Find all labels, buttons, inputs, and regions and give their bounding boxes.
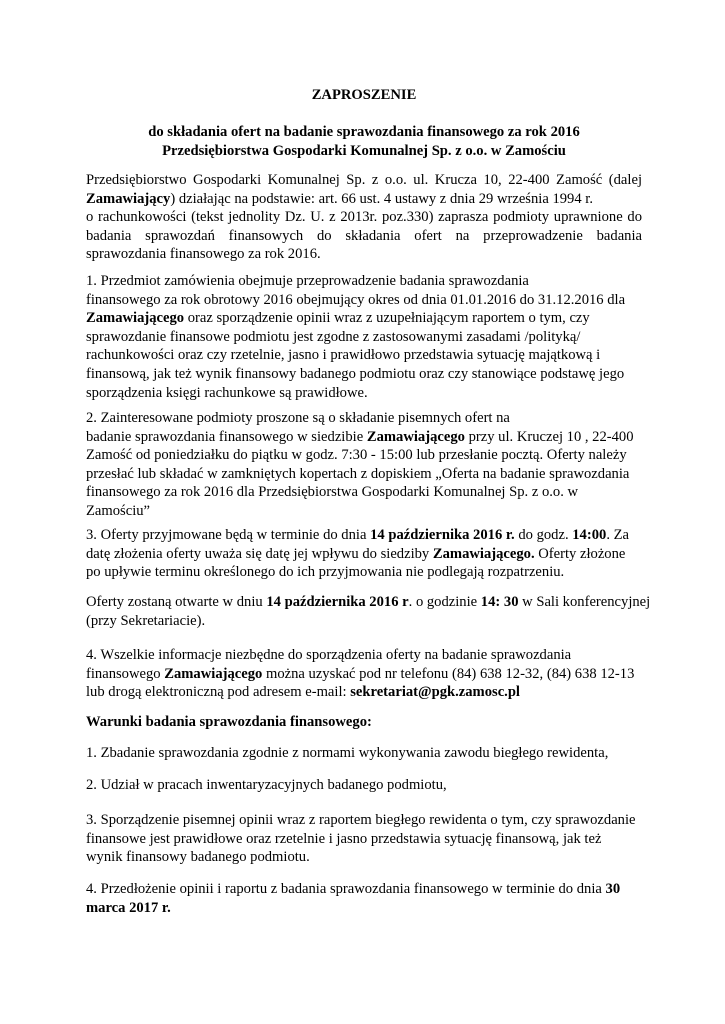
text-line: badanie sprawozdania finansowego w siedzibie Zamawiającego przy ul. Kruczej 10 , 22-400 [86,428,634,445]
text-line: przesłać lub składać w zamkniętych kopertach z dopiskiem „Oferta na badanie sprawozdania [86,465,630,482]
text-line: badania sprawozdań finansowych do składania ofert na przeprowadzenie badania [86,227,642,244]
subtitle-line: do składania ofert na badanie sprawozdania finansowego za rok 2016 [148,124,580,140]
bold-date: marca 2017 r. [86,899,171,916]
text-line: Oferty zostaną otwarte w dniu 14 października 2016 r. o godzinie 14: 30 w Sali konferencyjnej [86,594,651,610]
text-line: Zamawiającego oraz sporządzenie opinii wraz z uzupełniającym raportem o tym, czy [86,310,590,327]
text-line: po upływie terminu określonego do ich przyjmowania nie podlegają rozpatrzeniu. [86,564,565,581]
section-4-paragraph [86,646,642,702]
text-line: (przy Sekretariacie). [86,612,206,629]
text-line: Zamościu” [86,502,151,519]
text-line: finansowego za rok obrotowy 2016 obejmujący okres od dnia 01.01.2016 do 31.12.2016 dla [86,291,626,308]
text-line: sprawozdanie finansowe podmiotu jest zgodne z zastosowanymi zasadami /polityką/ [86,328,581,345]
bold-term: Zamawiającego [86,310,185,327]
bold-date: 30 [605,881,621,897]
bold-term: Zamawiającego [164,665,263,682]
text-line: 4. Przedłożenie opinii i raportu z badania sprawozdania finansowego w terminie do dnia 30 [86,881,621,897]
text-line: finansową, jak też wynik finansowy badanego podmiotu oraz czy stanowiące podstawę jego [86,365,625,382]
text-line: sporządzenia księgi rachunkowe są prawidłowe. [86,384,368,401]
text-line: 3. Sporządzenie pisemnej opinii wraz z raportem biegłego rewidenta o tym, czy sprawozdanie [86,812,636,828]
text-line: lub drogą elektroniczną pod adresem e-mail: sekretariat@pgk.zamosc.pl [86,684,520,701]
intro-paragraph [86,171,642,264]
text-line: 2. Zainteresowane podmioty proszone są o składanie pisemnych ofert na [86,410,510,426]
email-address: sekretariat@pgk.zamosc.pl [350,684,520,701]
title-text: ZAPROSZENIE [311,87,417,103]
section-3-paragraph [86,526,642,582]
text-line: sprawozdania finansowego za rok 2016. [86,246,321,263]
text-line: 4. Wszelkie informacje niezbędne do sporządzenia oferty na badanie sprawozdania [86,647,572,663]
condition-4 [86,880,642,917]
opening-paragraph [86,593,651,630]
text-line: rachunkowości oraz czy rzetelnie, jasno i prawidłowo przedstawia sytuację majątkową i [86,347,601,364]
text-line: finansowego Zamawiającego można uzyskać pod nr telefonu (84) 638 12-32, (84) 638 12-13 [86,665,635,682]
text-line: 1. Przedmiot zamówienia obejmuje przeprowadzenie badania sprawozdania [86,273,529,289]
section-1-paragraph [86,272,642,402]
conditions-heading [86,713,642,732]
bold-time: 14:00 [572,527,607,543]
bold-term: Zamawiający [86,190,171,207]
condition-3 [86,811,642,867]
text-line: wynik finansowy badanego podmiotu. [86,849,310,866]
bold-term: Zamawiającego. [432,545,535,562]
bold-date: 14 października 2016 r [266,594,409,610]
text-line: datę złożenia oferty uważa się datę jej wpływu do siedziby Zamawiającego. Oferty złożone [86,545,626,562]
document-subtitle [86,123,642,160]
text-line: 2. Udział w pracach inwentaryzacyjnych badanego podmiotu, [86,777,447,793]
text-line [86,899,642,918]
bold-time: 14: 30 [480,594,519,610]
document-title [86,86,642,105]
text-line: o rachunkowości (tekst jednolity Dz. U. z 2013r. poz.330) zaprasza podmioty uprawnione do [86,209,642,226]
bold-date: 14 października 2016 r. [370,527,515,543]
text-line: Zamość od poniedziałku do piątku w godz. 7:30 - 15:00 lub przesłanie pocztą. Oferty należy [86,447,627,464]
text-line: 3. Oferty przyjmowane będą w terminie do dnia 14 października 2016 r. do godz. 14:00. Za [86,527,630,543]
section-2-paragraph [86,409,642,521]
text-line: Zamawiający) działając na podstawie: art. 66 ust. 4 ustawy z dnia 29 września 1994 r. [86,190,594,207]
condition-2 [86,776,642,795]
subtitle-line: Przedsiębiorstwa Gospodarki Komunalnej Sp. z o.o. w Zamościu [162,142,566,159]
condition-1 [86,744,642,763]
bold-term: Zamawiającego [366,428,465,445]
heading-text: Warunki badania sprawozdania finansowego: [86,714,372,730]
text-line: Przedsiębiorstwo Gospodarki Komunalnej Sp. z o.o. ul. Krucza 10, 22-400 Zamość (dalej [86,172,642,188]
text-line: 1. Zbadanie sprawozdania zgodnie z normami wykonywania zawodu biegłego rewidenta, [86,745,609,761]
text-line: finansowe jest prawidłowe oraz rzetelnie i jasno przedstawia sytuację finansową, jak też [86,830,602,847]
text-line: finansowego za rok 2016 dla Przedsiębiorstwa Gospodarki Komunalnej Sp. z o.o. w [86,484,579,501]
